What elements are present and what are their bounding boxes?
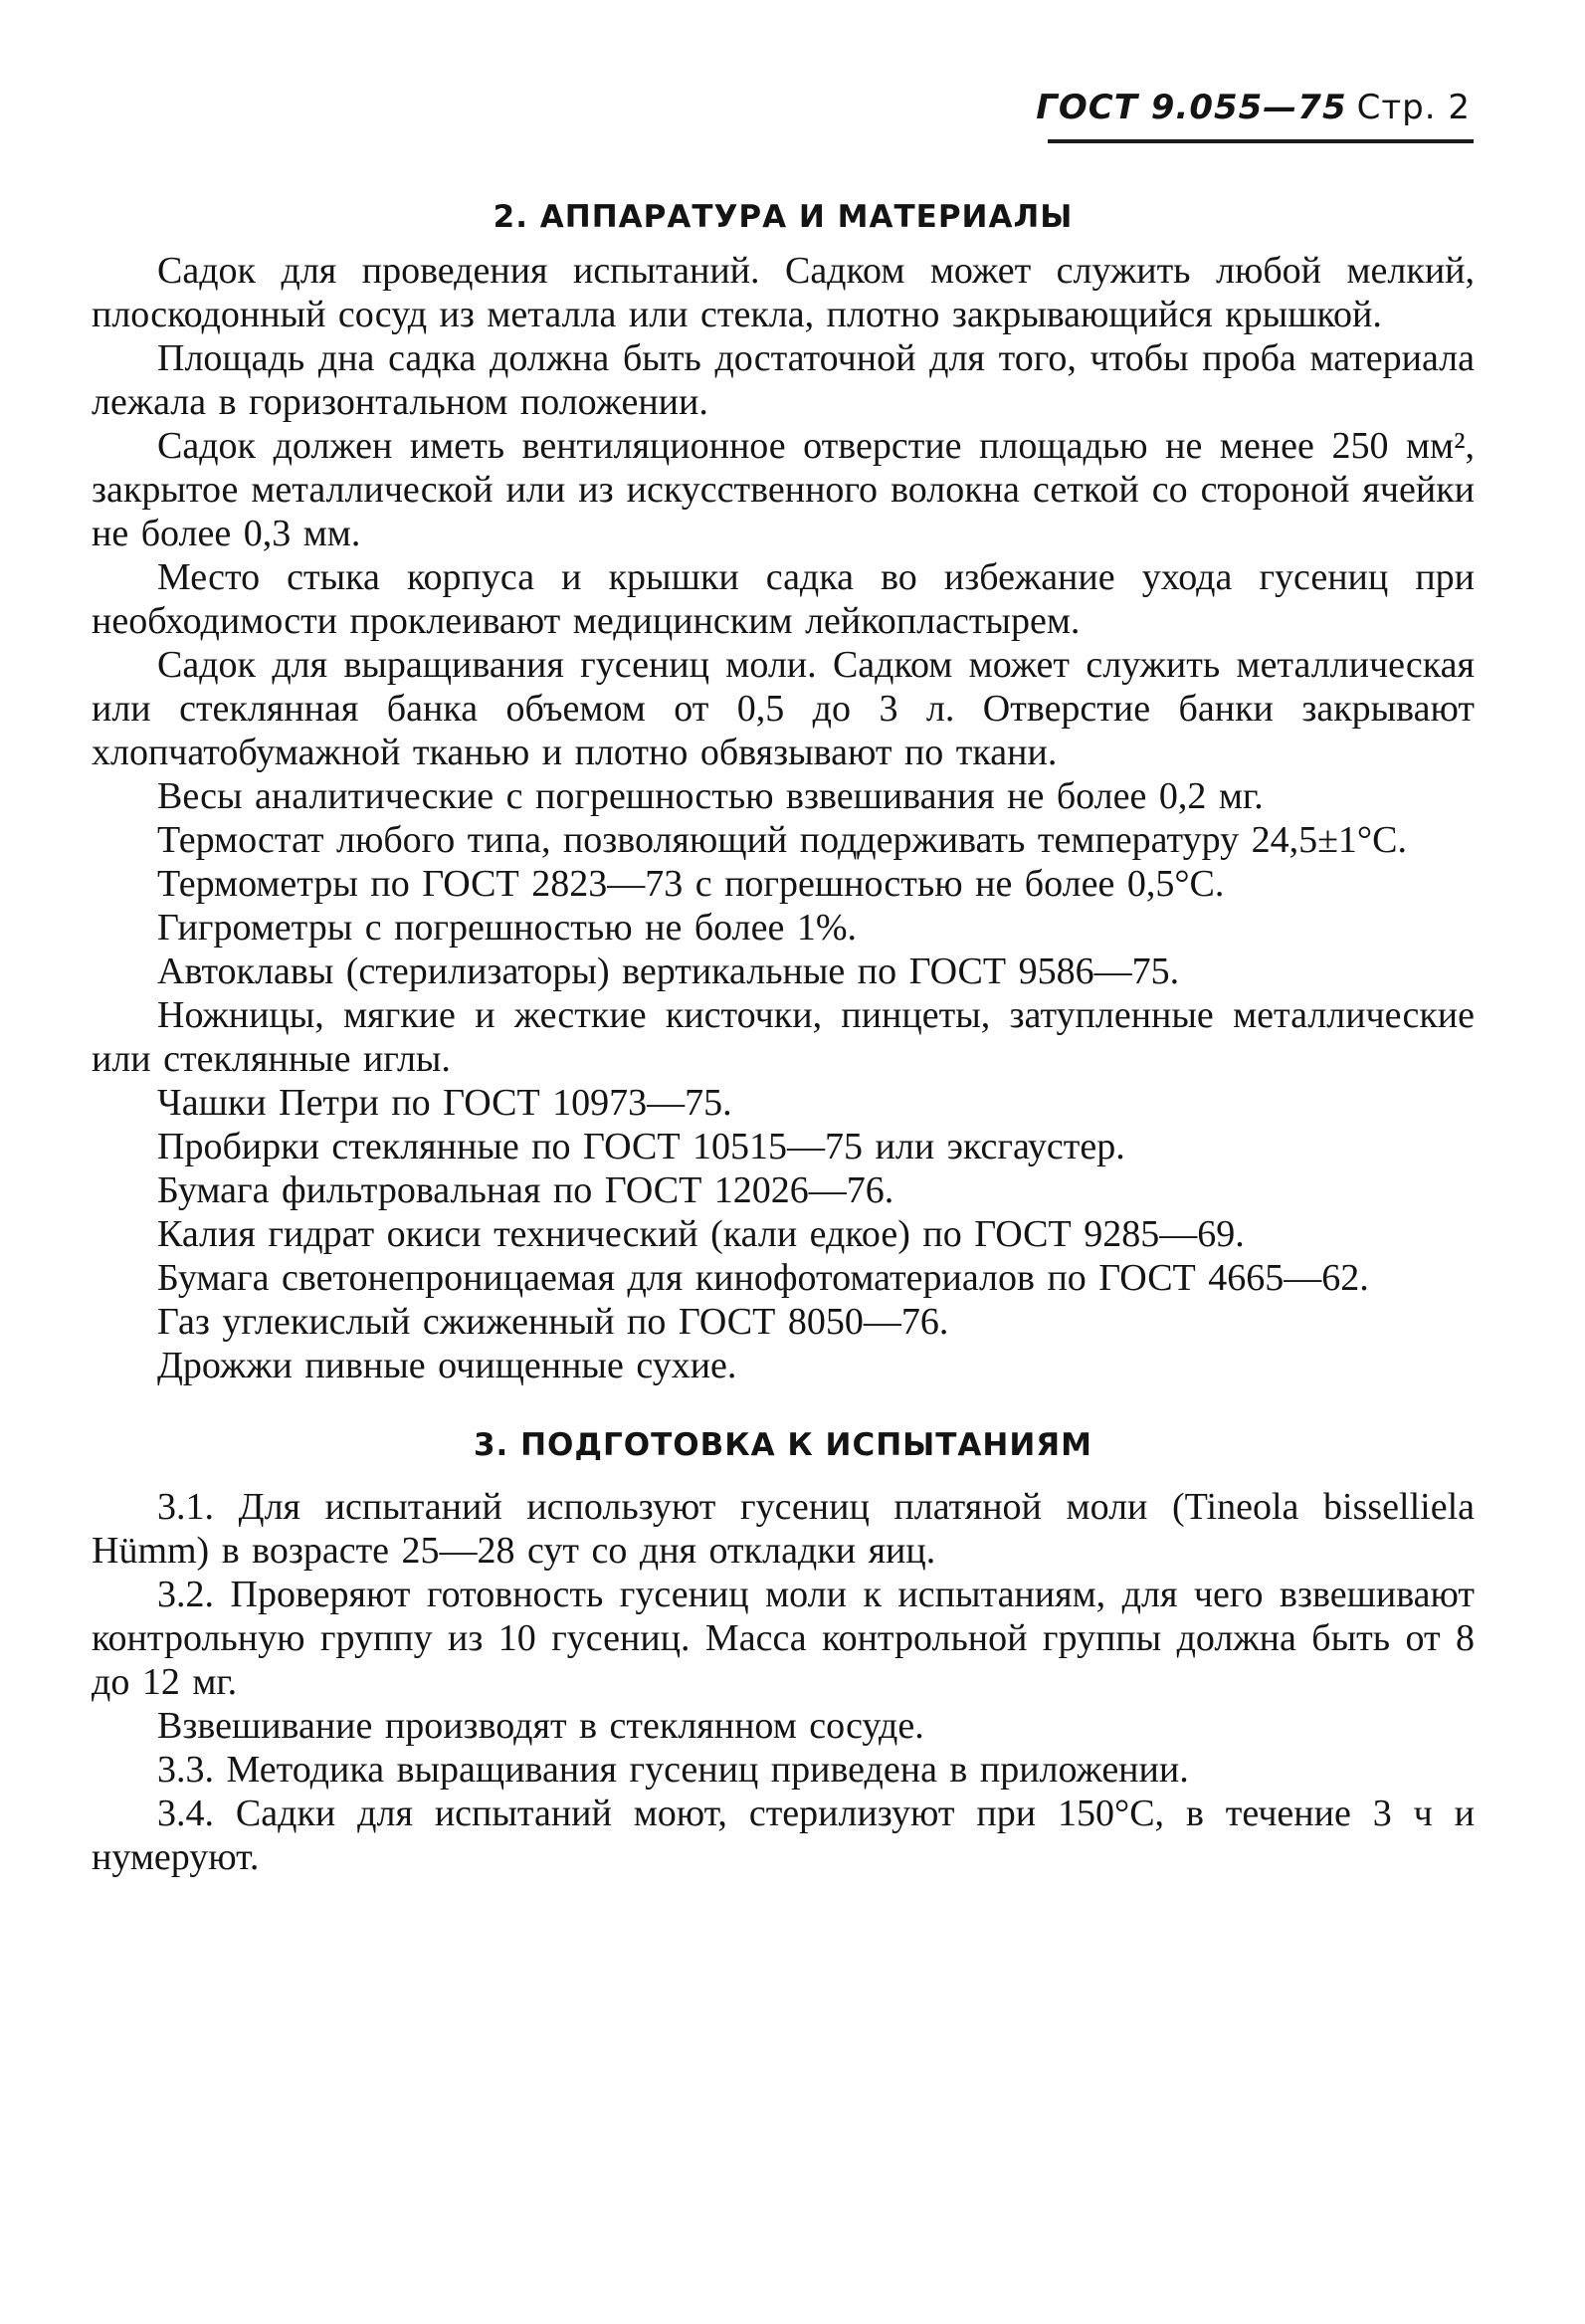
page-header <box>1036 88 1471 127</box>
paragraph: Чашки Петри по ГОСТ 10973—75. <box>157 1082 732 1124</box>
paragraph: Пробирки стеклянные по ГОСТ 10515—75 или эксгаустер. <box>157 1126 1125 1167</box>
paragraph: Садок для проведения испытаний. Садком может служить любой мелкий, плоскодонный сосуд из металла или стекла, плотно закрывающийся крышкой. <box>92 250 1475 335</box>
paragraph: Весы аналитические с погрешностью взвешивания не более 0,2 мг. <box>157 775 1264 817</box>
standard-number: ГОСТ 9.055—75 <box>1036 88 1347 127</box>
paragraph: Площадь дна садка должна быть достаточной для того, чтобы проба материала лежала в горизонтальном положении. <box>92 337 1475 423</box>
paragraph: Дрожжи пивные очищенные сухие. <box>157 1345 737 1386</box>
page-number: Стр. 2 <box>1356 88 1471 127</box>
paragraph: 3.4. Садки для испытаний моют, стерилизуют при 150°С, в течение 3 ч и нумеруют. <box>92 1793 1475 1878</box>
paragraph: 3.2. Проверяют готовность гусениц моли к испытаниям, для чего взвешивают контрольную группу из 10 гусениц. Масса контрольной группы должна быть от 8 до 12 мг. <box>92 1574 1475 1703</box>
paragraph: Термостат любого типа, позволяющий поддерживать температуру 24,5±1°С. <box>157 819 1407 861</box>
paragraph: Взвешивание производят в стеклянном сосуде. <box>157 1705 924 1747</box>
document-body <box>92 189 1475 1879</box>
paragraph: Бумага фильтровальная по ГОСТ 12026—76. <box>157 1169 894 1211</box>
paragraph: 3.3. Методика выращивания гусениц приведена в приложении. <box>157 1749 1189 1791</box>
section-title-preparation: 3. ПОДГОТОВКА К ИСПЫТАНИЯМ <box>473 1427 1093 1463</box>
header-rule <box>1048 139 1474 143</box>
paragraph: Гигрометры с погрешностью не более 1%. <box>157 907 858 949</box>
paragraph: Газ углекислый сжиженный по ГОСТ 8050—76. <box>157 1301 949 1343</box>
paragraph: Ножницы, мягкие и жесткие кисточки, пинцеты, затупленные металлические или стеклянные иглы. <box>92 994 1475 1080</box>
paragraph: Автоклавы (стерилизаторы) вертикальные по ГОСТ 9586—75. <box>157 951 1180 992</box>
paragraph: Садок должен иметь вентиляционное отверстие площадью не менее 250 мм², закрытое металлической или из искусственного волокна сеткой со стороной ячейки не более 0,3 мм. <box>92 425 1475 554</box>
paragraph: Термометры по ГОСТ 2823—73 с погрешностью не более 0,5°С. <box>157 863 1225 905</box>
section-title-apparatus: 2. АППАРАТУРА И МАТЕРИАЛЫ <box>493 199 1074 235</box>
paragraph: 3.1. Для испытаний используют гусениц платяной моли (Tineola bisselliela Hümm) в возрасте 25—28 сут со дня откладки яиц. <box>92 1486 1475 1572</box>
paragraph: Садок для выращивания гусениц моли. Садком может служить металлическая или стеклянная банка объемом от 0,5 до 3 л. Отверстие банки закрывают хлопчатобумажной тканью и плотно обвязывают по ткани. <box>92 644 1475 773</box>
paragraph: Калия гидрат окиси технический (кали едкое) по ГОСТ 9285—69. <box>157 1213 1245 1255</box>
paragraph: Место стыка корпуса и крышки садка во избежание ухода гусениц при необходимости проклеивают медицинским лейкопластырем. <box>92 556 1475 642</box>
paragraph: Бумага светонепроницаемая для кинофотоматериалов по ГОСТ 4665—62. <box>157 1257 1369 1299</box>
